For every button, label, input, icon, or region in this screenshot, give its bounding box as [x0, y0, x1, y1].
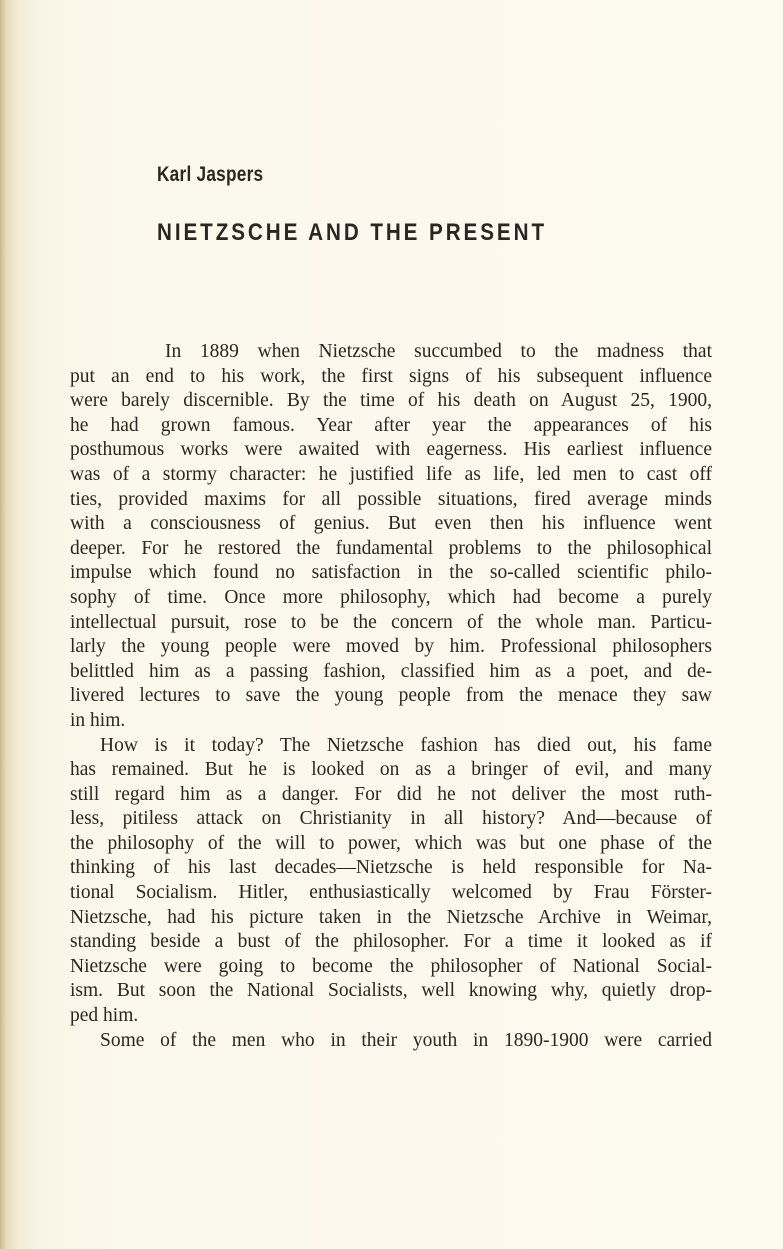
text-line: intellectual pursuit, rose to be the concern of the whole man. Particu-: [70, 611, 712, 633]
text-line: Nietzsche, had his picture taken in the Nietzsche Archive in Weimar,: [70, 906, 712, 928]
text-line: deeper. For he restored the fundamental problems to the philosophical: [70, 537, 712, 559]
text-line: Some of the men who in their youth in 1890-1900 were carried: [100, 1029, 712, 1051]
text-line: belittled him as a passing fashion, classified him as a poet, and de-: [70, 660, 712, 682]
text-line: has remained. But he is looked on as a bringer of evil, and many: [70, 759, 712, 781]
text-line: tional Socialism. Hitler, enthusiastically welcomed by Frau Förster-: [70, 882, 712, 904]
paragraph: [70, 1029, 712, 1054]
text-line: ism. But soon the National Socialists, well knowing why, quietly drop-: [70, 980, 712, 1002]
text-line: Nietzsche were going to become the philosopher of National Social-: [70, 955, 712, 977]
text-line: ped him.: [70, 1005, 139, 1027]
text-line: still regard him as a danger. For did he not deliver the most ruth-: [70, 783, 712, 805]
text-line: livered lectures to save the young people from the menace they saw: [70, 685, 712, 707]
text-line: standing beside a bust of the philosopher. For a time it looked as if: [70, 931, 712, 953]
paragraph: [70, 734, 712, 1029]
text-line: ties, provided maxims for all possible situations, fired average minds: [70, 488, 712, 510]
text-line: were barely discernible. By the time of his death on August 25, 1900,: [70, 390, 712, 412]
text-line: impulse which found no satisfaction in the so-called scientific philo-: [70, 562, 712, 584]
text-line: sophy of time. Once more philosophy, which had become a purely: [70, 586, 712, 608]
author-name: Karl Jaspers: [157, 163, 264, 186]
text-line: thinking of his last decades—Nietzsche is held responsible for Na-: [70, 857, 712, 879]
body-text: [70, 340, 712, 1053]
text-line: he had grown famous. Year after year the appearances of his: [70, 414, 712, 436]
text-line: How is it today? The Nietzsche fashion has died out, his fame: [100, 734, 712, 756]
text-line: the philosophy of the will to power, which was but one phase of the: [70, 832, 712, 854]
text-line: in him.: [70, 709, 126, 731]
text-line: posthumous works were awaited with eagerness. His earliest influence: [70, 439, 712, 461]
text-line: with a consciousness of genius. But even then his influence went: [70, 513, 712, 535]
text-line: was of a stormy character: he justified life as life, led men to cast off: [70, 463, 712, 485]
text-line: less, pitiless attack on Christianity in all history? And—because of: [70, 808, 712, 830]
text-line: In 1889 when Nietzsche succumbed to the madness that: [165, 341, 712, 362]
text-line: larly the young people were moved by him. Professional philosophers: [70, 636, 712, 658]
chapter-title: NIETZSCHE AND THE PRESENT: [157, 219, 547, 246]
paragraph: [70, 340, 712, 734]
text-line: put an end to his work, the first signs of his subsequent influence: [70, 365, 712, 387]
